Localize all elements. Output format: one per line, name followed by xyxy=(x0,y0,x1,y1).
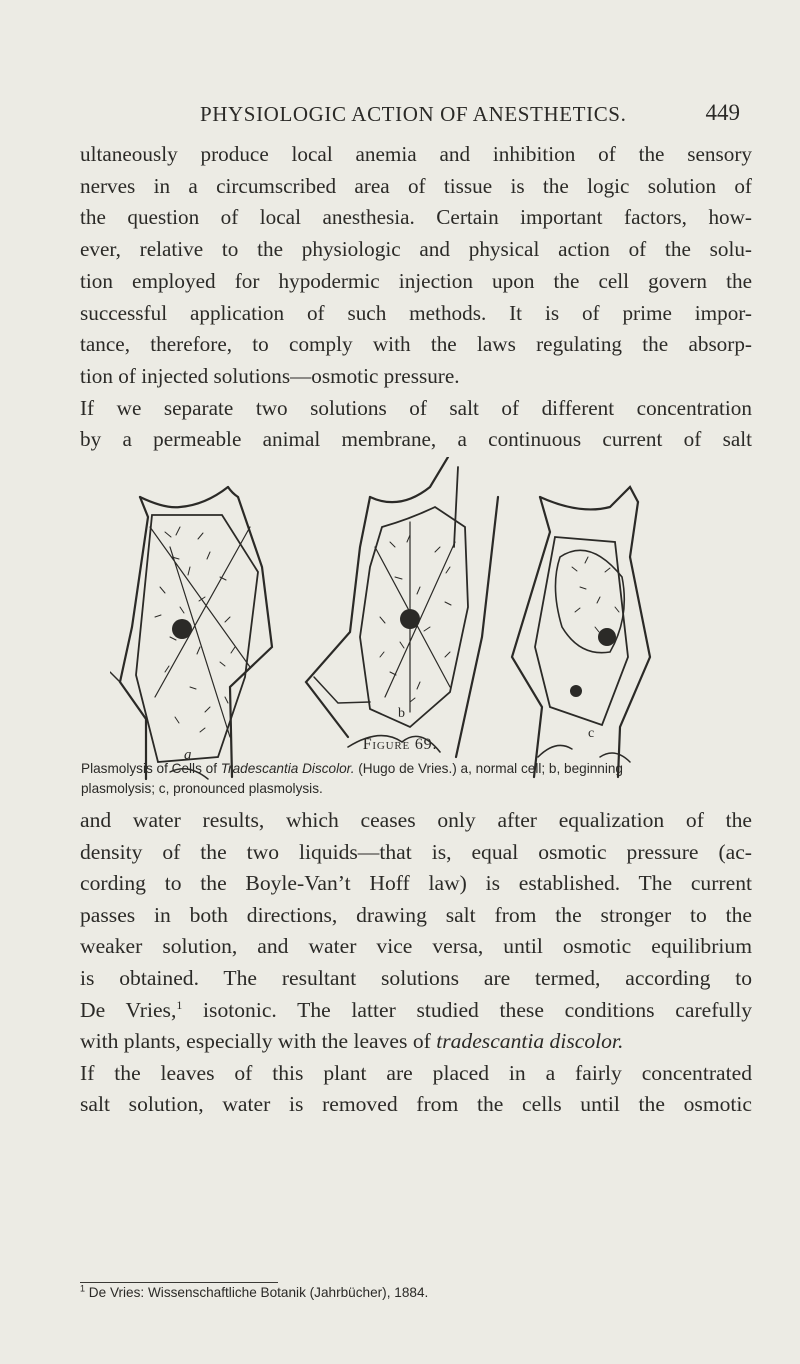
cell-b-nucleus xyxy=(400,609,420,629)
text-line: weaker solution, and water vice versa, until osmotic equilibrium xyxy=(80,934,752,959)
caption-text: Plasmolysis of Cells of xyxy=(81,761,221,776)
figure-label-a: a xyxy=(184,747,192,763)
text-line: salt solution, water is removed from the cells until the osmotic xyxy=(80,1092,752,1117)
figure-caption xyxy=(81,759,756,799)
footnote-divider xyxy=(80,1282,278,1283)
footnote xyxy=(80,1285,428,1300)
cell-c-drawing xyxy=(512,487,650,777)
cell-c-nucleus xyxy=(598,628,616,646)
text-line: tion of injected solutions—osmotic pressure. xyxy=(80,363,460,388)
footnote-text: De Vries: Wissenschaftliche Botanik (Jahrbücher), 1884. xyxy=(85,1285,429,1300)
text-line: If we separate two solutions of salt of different concentration xyxy=(80,395,752,420)
text-line: the question of local anesthesia. Certain important factors, how- xyxy=(80,205,752,230)
caption-text: (Hugo de Vries.) a, normal cell; b, beginning xyxy=(354,761,623,776)
text-line: ever, relative to the physiologic and physical action of the solu- xyxy=(80,237,752,262)
text-line: density of the two liquids—that is, equal osmotic pressure (ac- xyxy=(80,839,752,864)
text-line: tion employed for hypodermic injection upon the cell govern the xyxy=(80,268,752,293)
text-line: passes in both directions, drawing salt from the stronger to the xyxy=(80,902,752,927)
text-line: tance, therefore, to comply with the laws regulating the absorp- xyxy=(80,332,752,357)
text-fragment: with plants, especially with the leaves of xyxy=(80,1029,437,1054)
page-number: 449 xyxy=(705,100,740,125)
species-name: tradescantia discolor. xyxy=(436,1029,624,1054)
figure-title: Figure 69. xyxy=(362,736,438,753)
text-line: successful application of such methods. It is of prime impor- xyxy=(80,300,752,325)
cell-c-fragment xyxy=(570,685,582,697)
cell-a-nucleus xyxy=(172,619,192,639)
footnote-marker: 1 xyxy=(80,1283,86,1294)
text-line: is obtained. The resultant solutions are termed, according to xyxy=(80,965,752,990)
caption-line: plasmolysis; c, pronounced plasmolysis. xyxy=(81,781,323,796)
paragraph-2 xyxy=(80,805,752,1121)
text-line: and water results, which ceases only after equalization of the xyxy=(80,808,752,832)
text-line: nerves in a circumscribed area of tissue is the logic solution of xyxy=(80,173,752,198)
text-line: cording to the Boyle-Van’t Hoff law) is established. The current xyxy=(80,871,752,896)
text-fragment: De Vries, xyxy=(80,997,177,1022)
paragraph-1 xyxy=(80,139,752,456)
running-head: PHYSIOLOGIC ACTION OF ANESTHETICS. xyxy=(200,102,627,126)
text-line xyxy=(80,995,752,1027)
text-line: ultaneously produce local anemia and inhibition of the sensory xyxy=(80,142,752,166)
page-header xyxy=(80,94,740,144)
figure-label-c: c xyxy=(588,726,595,741)
text-line: If the leaves of this plant are placed in a fairly concentrated xyxy=(80,1060,752,1085)
caption-line xyxy=(81,759,756,779)
text-fragment: isotonic. The latter studied these conditions carefully xyxy=(182,997,752,1022)
text-line: by a permeable animal membrane, a continuous current of salt xyxy=(80,427,752,452)
text-line xyxy=(80,1026,752,1058)
figure-label-b: b xyxy=(398,706,405,721)
caption-species: Tradescantia Discolor. xyxy=(220,761,355,776)
footnote-ref: 1 xyxy=(176,997,183,1012)
cell-c-granules xyxy=(572,557,619,632)
